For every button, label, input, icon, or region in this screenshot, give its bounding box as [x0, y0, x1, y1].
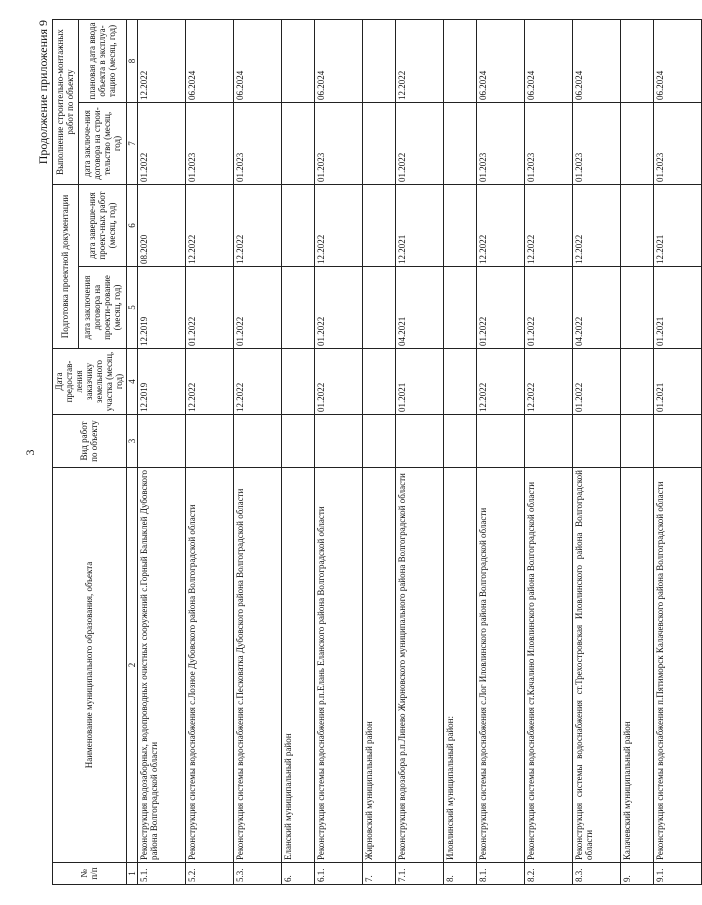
table-row: [395, 20, 443, 885]
rotated-content: [20, 20, 665, 885]
construction-contract-date: 01.2023: [476, 103, 524, 185]
object-name: Реконструкция системы водоснабжения с.Песковатка Дубовского района Волгоградской области: [233, 468, 281, 863]
table-row: [572, 20, 620, 885]
construction-contract-date: 01.2023: [653, 103, 701, 185]
design-contract-date: 04.2022: [572, 267, 620, 349]
column-number: 7: [126, 103, 137, 185]
construction-contract-date: 01.2022: [137, 103, 185, 185]
table-row: [476, 20, 524, 885]
object-name: Реконструкция водозаборных, водопроводных очистных сооружений с.Горный Балыклей Дубовского района Волгоградской области: [137, 468, 185, 863]
work-type: [620, 415, 653, 468]
table-row: [314, 20, 362, 885]
design-complete-date: 12.2022: [233, 185, 281, 267]
land-date: [281, 349, 314, 415]
land-date: 01.2022: [314, 349, 362, 415]
design-complete-date: 12.2021: [653, 185, 701, 267]
object-name: Реконструкция водозабора р.п.Линево Жирновского муниципального района Волгоградской области: [395, 468, 443, 863]
work-type: [395, 415, 443, 468]
column-number: 5: [126, 267, 137, 349]
row-number: 7.: [362, 863, 395, 885]
header-land-date: Дата предостав-ления заказчику земельного участка (месяц, год): [53, 349, 127, 415]
row-number: 8.1.: [476, 863, 524, 885]
commission-date: 06.2024: [314, 20, 362, 103]
design-complete-date: [443, 185, 476, 267]
construction-contract-date: 01.2022: [395, 103, 443, 185]
column-number: 4: [126, 349, 137, 415]
design-complete-date: [281, 185, 314, 267]
commission-date: 12.2022: [137, 20, 185, 103]
table-row: [620, 20, 653, 885]
design-contract-date: 04.2021: [395, 267, 443, 349]
object-name: Иловлинский муниципальный район:: [443, 468, 476, 863]
object-name: Жирновский муниципальный район: [362, 468, 395, 863]
commission-date: [443, 20, 476, 103]
land-date: 01.2022: [572, 349, 620, 415]
work-type: [524, 415, 572, 468]
header-construction-group: Выполнение строительно-монтажных работ по объекту: [53, 20, 79, 185]
commission-date: 06.2024: [185, 20, 233, 103]
table-row: [653, 20, 701, 885]
design-contract-date: 01.2022: [314, 267, 362, 349]
land-date: 12.2022: [185, 349, 233, 415]
column-number-row: [126, 20, 137, 885]
object-name: Реконструкция системы водоснабжения р.п.Елань Еланского района Волгоградской области: [314, 468, 362, 863]
row-number: 6.: [281, 863, 314, 885]
construction-contract-date: [443, 103, 476, 185]
header-design-complete: дата заверше-ния проект-ных работ (месяц, год): [78, 185, 126, 267]
work-type: [653, 415, 701, 468]
table-row: [185, 20, 233, 885]
design-complete-date: 12.2022: [185, 185, 233, 267]
column-number: 2: [126, 468, 137, 863]
commission-date: 06.2024: [572, 20, 620, 103]
design-complete-date: 12.2022: [314, 185, 362, 267]
row-number: 5.3.: [233, 863, 281, 885]
work-type: [137, 415, 185, 468]
commission-date: [281, 20, 314, 103]
commission-date: 06.2024: [653, 20, 701, 103]
land-date: 12.2022: [524, 349, 572, 415]
land-date: [362, 349, 395, 415]
header-commission-date: плановая дата ввода объекта в эксплуа-тацию (месяц, год): [78, 20, 126, 103]
work-type: [233, 415, 281, 468]
row-number: 9.: [620, 863, 653, 885]
document-page: [20, 20, 665, 885]
design-contract-date: 01.2022: [524, 267, 572, 349]
design-contract-date: [443, 267, 476, 349]
object-name: Реконструкция системы водоснабжения ст.Трехостровская Иловлинского района Волгоградской области: [572, 468, 620, 863]
construction-contract-date: [620, 103, 653, 185]
construction-contract-date: 01.2023: [185, 103, 233, 185]
header-design-group: Подготовка проектной документации: [53, 185, 79, 349]
work-type: [362, 415, 395, 468]
page-number: 3: [23, 449, 37, 456]
row-number: 7.1.: [395, 863, 443, 885]
design-complete-date: 12.2022: [476, 185, 524, 267]
construction-contract-date: 01.2023: [233, 103, 281, 185]
table-row: [443, 20, 476, 885]
work-type: [185, 415, 233, 468]
design-contract-date: 01.2021: [653, 267, 701, 349]
land-date: 12.2022: [476, 349, 524, 415]
commission-date: [362, 20, 395, 103]
header-num: № п/п: [53, 863, 127, 885]
row-number: 8.3.: [572, 863, 620, 885]
column-number: 6: [126, 185, 137, 267]
object-name: Реконструкция системы водоснабжения с.Лозное Дубовского района Волгоградской области: [185, 468, 233, 863]
commission-date: 06.2024: [524, 20, 572, 103]
commission-date: 06.2024: [233, 20, 281, 103]
design-complete-date: 12.2022: [524, 185, 572, 267]
appendix-label: Продолжение приложения 9: [36, 20, 50, 165]
work-type: [572, 415, 620, 468]
column-number: 1: [126, 863, 137, 885]
column-number: 8: [126, 20, 137, 103]
land-date: 12.2022: [233, 349, 281, 415]
row-number: 6.1.: [314, 863, 362, 885]
commission-date: 12.2022: [395, 20, 443, 103]
table-row: [524, 20, 572, 885]
land-date: 12.2019: [137, 349, 185, 415]
work-type: [281, 415, 314, 468]
table-row: [362, 20, 395, 885]
object-name: Еланский муниципальный район: [281, 468, 314, 863]
schedule-table: [52, 19, 702, 885]
design-contract-date: 01.2022: [185, 267, 233, 349]
design-complete-date: 12.2021: [395, 185, 443, 267]
work-type: [443, 415, 476, 468]
land-date: 01.2021: [395, 349, 443, 415]
land-date: [443, 349, 476, 415]
table-row: [281, 20, 314, 885]
land-date: 01.2021: [653, 349, 701, 415]
table-row: [233, 20, 281, 885]
table-row: [137, 20, 185, 885]
row-number: 8.: [443, 863, 476, 885]
row-number: 9.1.: [653, 863, 701, 885]
object-name: Реконструкция системы водоснабжения ст.Качалино Иловлинского района Волгоградской области: [524, 468, 572, 863]
commission-date: [620, 20, 653, 103]
design-complete-date: 12.2022: [572, 185, 620, 267]
construction-contract-date: [281, 103, 314, 185]
header-name: Наименование муниципального образования, объекта: [53, 468, 127, 863]
design-complete-date: [620, 185, 653, 267]
object-name: Калачевский муниципальный район: [620, 468, 653, 863]
design-complete-date: 08.2020: [137, 185, 185, 267]
object-name: Реконструкция системы водоснабжения с.Лог Иловлинского района Волгоградской области: [476, 468, 524, 863]
work-type: [476, 415, 524, 468]
land-date: [620, 349, 653, 415]
row-number: 5.2.: [185, 863, 233, 885]
construction-contract-date: 01.2023: [314, 103, 362, 185]
design-contract-date: 12.2019: [137, 267, 185, 349]
design-contract-date: 01.2022: [233, 267, 281, 349]
design-contract-date: 01.2022: [476, 267, 524, 349]
commission-date: 06.2024: [476, 20, 524, 103]
row-number: 5.1.: [137, 863, 185, 885]
design-contract-date: [362, 267, 395, 349]
row-number: 8.2.: [524, 863, 572, 885]
design-contract-date: [620, 267, 653, 349]
work-type: [314, 415, 362, 468]
design-complete-date: [362, 185, 395, 267]
construction-contract-date: [362, 103, 395, 185]
object-name: Реконструкция системы водоснабжения п.Пятиморск Калачевского района Волгоградской области: [653, 468, 701, 863]
header-design-contract: дата заключения договора на проекти-рование (месяц, год): [78, 267, 126, 349]
construction-contract-date: 01.2023: [524, 103, 572, 185]
header-work-type: Вид работ по объекту: [53, 415, 127, 468]
design-contract-date: [281, 267, 314, 349]
header-construction-contract: дата заключе-ния договора на строи-тельство (месяц, год): [78, 103, 126, 185]
column-number: 3: [126, 415, 137, 468]
construction-contract-date: 01.2023: [572, 103, 620, 185]
